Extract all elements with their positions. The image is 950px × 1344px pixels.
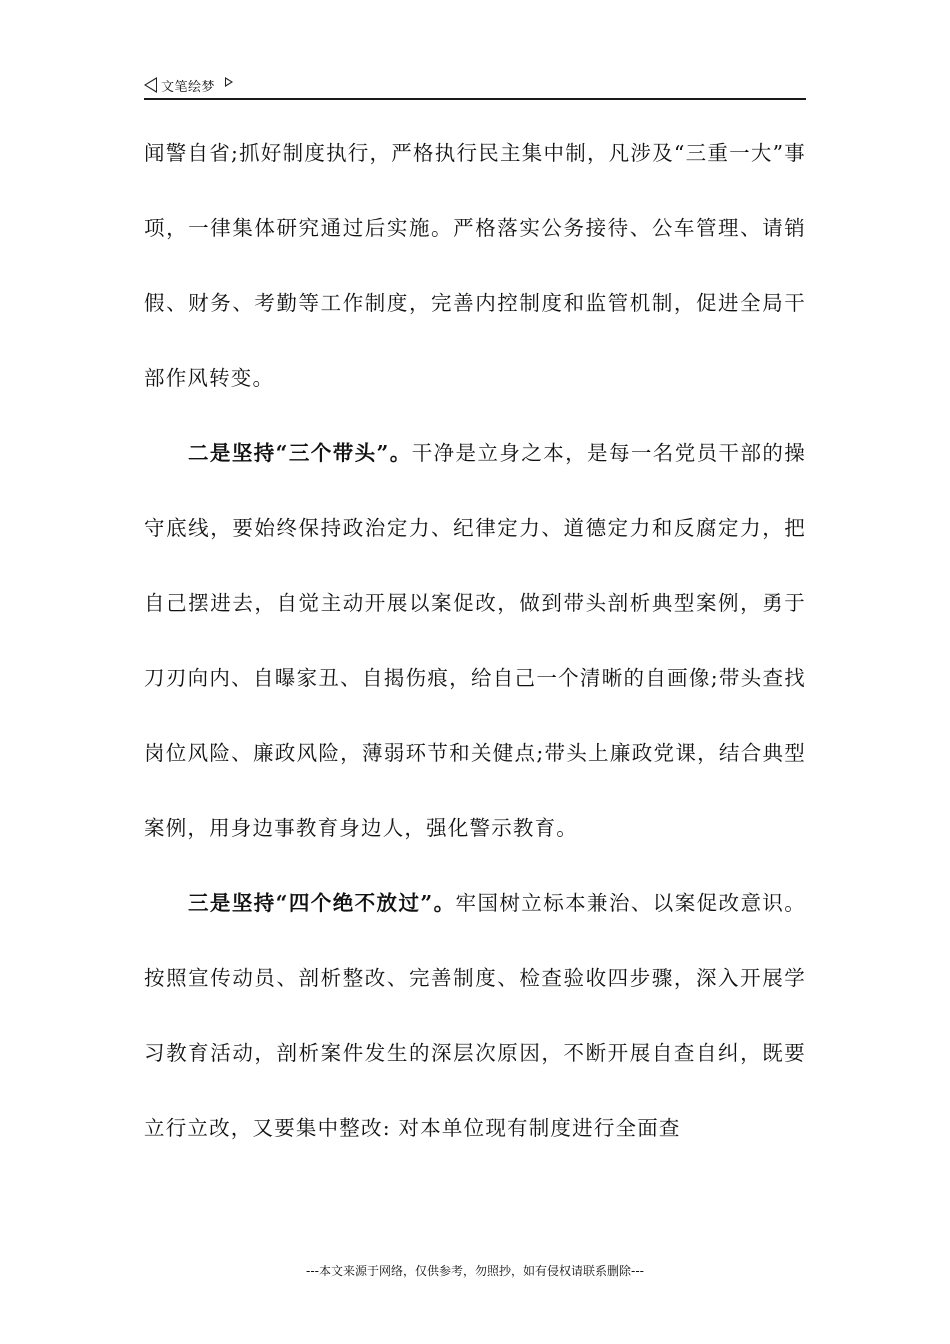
paragraph-2 — [144, 416, 806, 866]
paragraph-2-text: 干净是立身之本，是每一名党员干部的操守底线，要始终保持政治定力、纪律定力、道德定力和反腐定力，把自己摆进去，自觉主动开展以案促改，做到带头剖析典型案例，勇于刀刃向内、自曝家丑、自揭伤痕，给自己一个清晰的自画像;带头查找岗位风险、廉政风险，薄弱环节和关健点;带头上廉政党课，结合典型案例，用身边事教育身边人，强化警示教育。 — [144, 441, 806, 840]
paragraph-3-lead: 三是坚持“四个绝不放过”。 — [188, 891, 456, 915]
document-body — [144, 116, 806, 1166]
paragraph-1-text: 闻警自省;抓好制度执行，严格执行民主集中制，凡涉及“三重一大”事项，一律集体研究通过后实施。严格落实公务接待、公车管理、请销假、财务、考勤等工作制度，完善内控制度和监管机制，促进全局干部作风转变。 — [144, 141, 806, 390]
triangle-left-icon — [144, 77, 157, 93]
paragraph-3-text: 牢国树立标本兼治、以案促改意识。按照宣传动员、剖析整改、完善制度、检查验收四步骤，深入开展学习教育活动，剖析案件发生的深层次原因，不断开展自查自纠，既要立行立改，又要集中整改: 对本单位现有制度进行全面查 — [144, 891, 807, 1140]
paragraph-3 — [144, 866, 806, 1166]
paragraph-2-lead: 二是坚持“三个带头”。 — [188, 441, 412, 465]
page-header — [144, 74, 806, 100]
triangle-right-icon — [225, 77, 233, 87]
paragraph-1 — [144, 116, 806, 416]
page-footer-disclaimer: ---本文来源于网络，仅供参考，勿照抄，如有侵权请联系删除--- — [306, 1264, 644, 1278]
header-title: 文笔绘梦 — [161, 79, 216, 95]
header-brand — [144, 74, 233, 96]
